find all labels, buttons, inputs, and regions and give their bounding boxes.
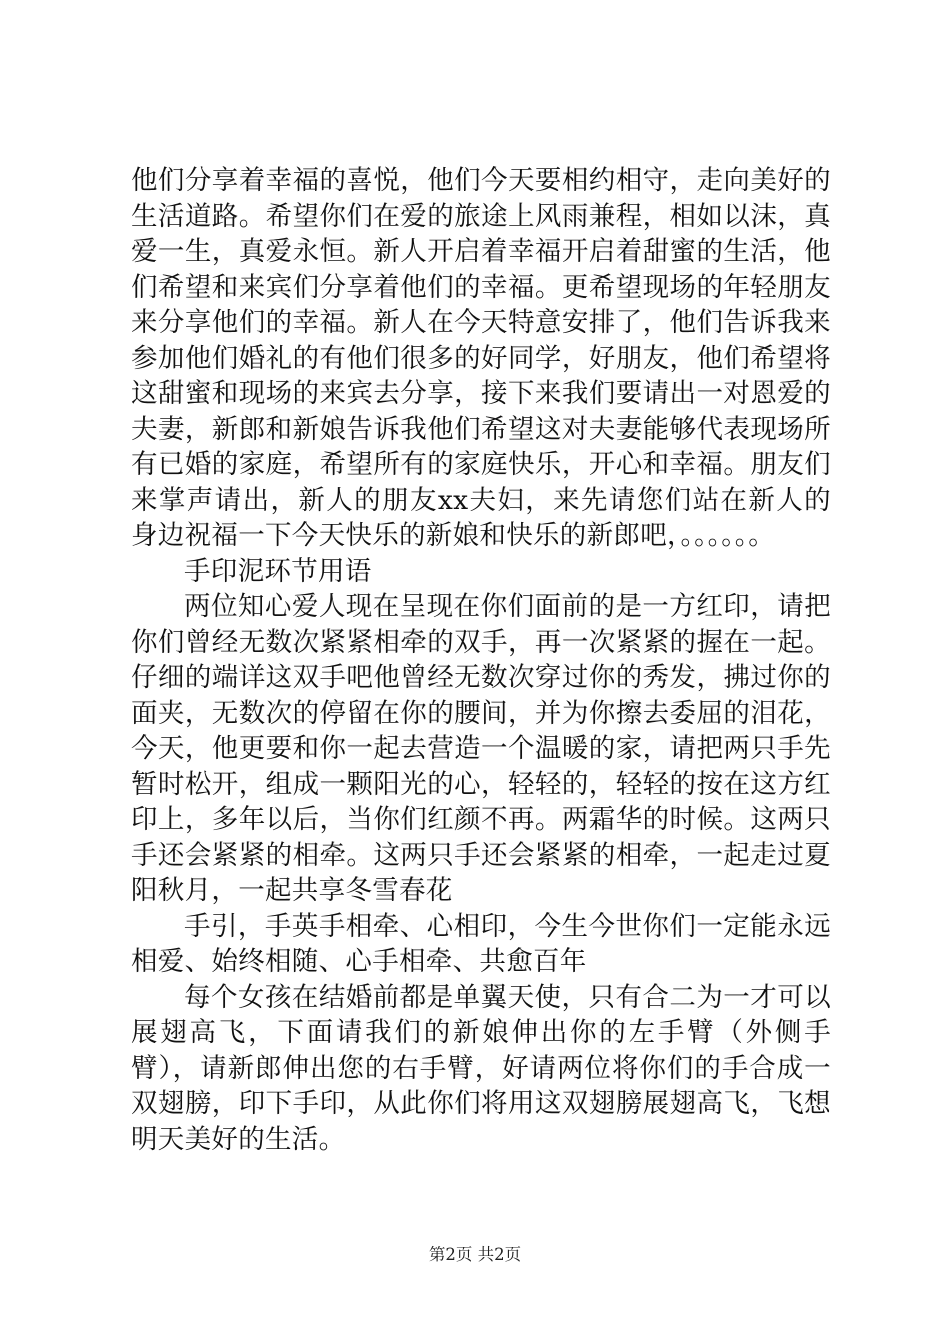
document-body [131, 163, 831, 1157]
page-footer [0, 1244, 950, 1266]
paragraph-red-seal: 两位知心爱人现在呈现在你们面前的是一方红印，请把你们曾经无数次紧紧相牵的双手，再一次紧紧的握在一起。仔细的端详这双手吧他曾经无数次穿过你的秀发，拂过你的面夹，无数次的停留在你的腰间，并为你擦去委屈的泪花，今天，他更要和你一起去营造一个温暖的家，请把两只手先暂时松开，组成一颗阳光的心，轻轻的，轻轻的按在这方红印上，多年以后，当你们红颜不再。两霜华的时候。这两只手还会紧紧的相牵。这两只手还会紧紧的相牵，一起走过夏阳秋月，一起共享冬雪春花 [131, 591, 831, 906]
paragraph-blessing: 他们分享着幸福的喜悦，他们今天要相约相守，走向美好的生活道路。希望你们在爱的旅途上风雨兼程，相如以沫，真爱一生，真爱永恒。新人开启着幸福开启着甜蜜的生活，他们希望和来宾们分享着他们的幸福。更希望现场的年轻朋友来分享他们的幸福。新人在今天特意安排了，他们告诉我来参加他们婚礼的有他们很多的好同学，好朋友，他们希望将这甜蜜和现场的来宾去分享，接下来我们要请出一对恩爱的夫妻，新郎和新娘告诉我他们希望这对夫妻能够代表现场所有已婚的家庭，希望所有的家庭快乐，开心和幸福。朋友们来掌声请出，新人的朋友xx夫妇，来先请您们站在新人的身边祝福一下今天快乐的新娘和快乐的新郎吧，。。。。。。 [131, 165, 831, 551]
paragraph-hand-in-hand: 手引，手英手相牵、心相印，今生今世你们一定能永远相爱、始终相随、心手相牵、共愈百年 [131, 910, 831, 977]
section-heading-handprint: 手印泥环节用语 [184, 555, 372, 587]
paragraph-single-wing-angel: 每个女孩在结婚前都是单翼天使，只有合二为一才可以展翅高飞，下面请我们的新娘伸出你的左手臂（外侧手臂），请新郎伸出您的右手臂，好请两位将你们的手合成一双翅膀，印下手印，从此你们将用这双翅膀展翅高飞，飞想明天美好的生活。 [131, 981, 831, 1155]
page-number-label: 第2页 共2页 [428, 1245, 522, 1264]
